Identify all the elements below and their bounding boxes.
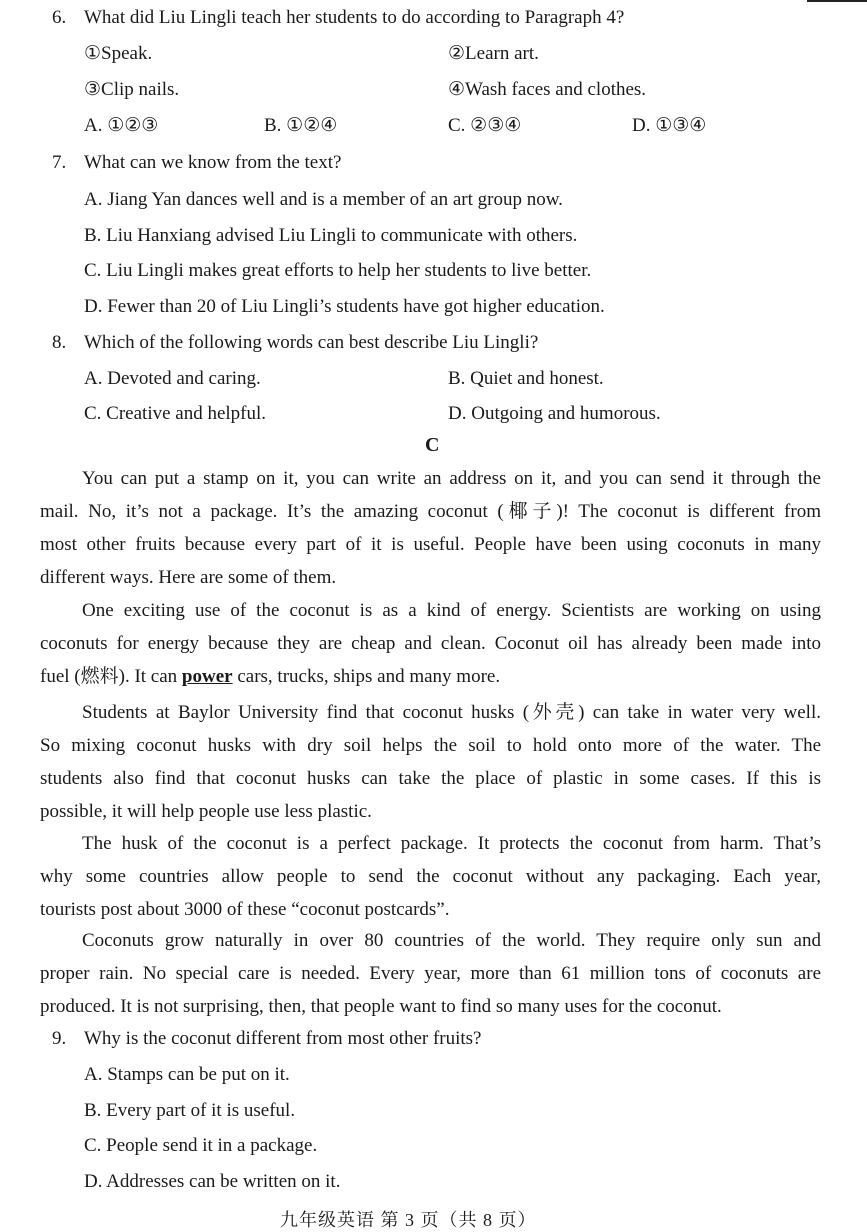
- passage-line: tourists post about 3000 of these “coconut postcards”.: [40, 899, 450, 920]
- q9-stem: Why is the coconut different from most other fruits?: [84, 1028, 482, 1049]
- q8-number: 8.: [52, 332, 67, 353]
- passage-line: Coconuts grow naturally in over 80 countries of the world. They require only sun and: [82, 930, 821, 951]
- passage-paragraph-5: [40, 924, 821, 1023]
- passage-line: Students at Baylor University find that coconut husks (外壳) can take in water very well.: [82, 702, 821, 723]
- q8-option-c: C. Creative and helpful.: [84, 403, 267, 424]
- top-rule: [807, 0, 867, 2]
- q6-item-2: ②Learn art.: [448, 43, 539, 64]
- passage-line: coconuts for energy because they are cheap and clean. Coconut oil has already been made into: [40, 633, 821, 654]
- q8-option-a: A. Devoted and caring.: [84, 368, 261, 389]
- q6-item-4: ④Wash faces and clothes.: [448, 79, 647, 100]
- passage-line: You can put a stamp on it, you can write an address on it, and you can send it through the: [82, 468, 821, 489]
- q9-option-a: A. Stamps can be put on it.: [84, 1064, 290, 1085]
- passage-line: different ways. Here are some of them.: [40, 567, 337, 588]
- passage-line: students also find that coconut husks can take the place of plastic in some cases. If this is: [40, 768, 821, 789]
- q9-number: 9.: [52, 1028, 67, 1049]
- passage-paragraph-2: [40, 594, 821, 693]
- passage-line: So mixing coconut husks with dry soil helps the soil to hold onto more of the water. The: [40, 735, 821, 756]
- section-c-heading: C: [425, 434, 440, 456]
- q6-option-b: B. ①②④: [264, 115, 338, 136]
- passage-line: produced. It is not surprising, then, that people want to find so many uses for the coconut.: [40, 996, 722, 1017]
- q7-number: 7.: [52, 152, 67, 173]
- passage-text: cars, trucks, ships and many more.: [232, 666, 501, 687]
- passage-text: fuel (燃料). It can: [40, 666, 182, 687]
- q6-item-1: ①Speak.: [84, 43, 153, 64]
- q9-option-d: D. Addresses can be written on it.: [84, 1171, 341, 1192]
- q6-stem: What did Liu Lingli teach her students to do according to Paragraph 4?: [84, 7, 625, 28]
- passage-line: One exciting use of the coconut is as a kind of energy. Scientists are working on using: [82, 600, 821, 621]
- passage-line: The husk of the coconut is a perfect package. It protects the coconut from harm. That’s: [82, 833, 821, 854]
- passage-line: proper rain. No special care is needed. Every year, more than 61 million tons of coconuts are: [40, 963, 821, 984]
- passage-line-with-keyword: [40, 660, 821, 693]
- q6-option-c: C. ②③④: [448, 115, 522, 136]
- q6-number: 6.: [52, 7, 67, 28]
- q6-item-3: ③Clip nails.: [84, 79, 180, 100]
- passage-paragraph-4: [40, 827, 821, 926]
- q9-option-b: B. Every part of it is useful.: [84, 1100, 296, 1121]
- passage-line: most other fruits because every part of it is useful. People have been using coconuts in many: [40, 534, 821, 555]
- q6-option-a: A. ①②③: [84, 115, 159, 136]
- q9-option-c: C. People send it in a package.: [84, 1135, 318, 1156]
- q7-stem: What can we know from the text?: [84, 152, 342, 173]
- q7-option-c: C. Liu Lingli makes great efforts to help her students to live better.: [84, 260, 592, 281]
- q8-option-b: B. Quiet and honest.: [448, 368, 604, 389]
- passage-line: why some countries allow people to send the coconut without any packaging. Each year,: [40, 866, 821, 887]
- q6-option-d: D. ①③④: [632, 115, 707, 136]
- passage-line: possible, it will help people use less plastic.: [40, 801, 372, 822]
- q7-option-d: D. Fewer than 20 of Liu Lingli’s students have got higher education.: [84, 296, 605, 317]
- passage-line: mail. No, it’s not a package. It’s the amazing coconut (椰子)! The coconut is different from: [40, 501, 821, 522]
- q8-stem: Which of the following words can best describe Liu Lingli?: [84, 332, 539, 353]
- q7-option-a: A. Jiang Yan dances well and is a member of an art group now.: [84, 189, 563, 210]
- passage-paragraph-1: [40, 462, 821, 594]
- page-footer: 九年级英语 第 3 页（共 8 页）: [280, 1210, 537, 1230]
- q7-option-b: B. Liu Hanxiang advised Liu Lingli to communicate with others.: [84, 225, 578, 246]
- passage-paragraph-3: [40, 696, 821, 828]
- q8-option-d: D. Outgoing and humorous.: [448, 403, 661, 424]
- underlined-keyword-power: power: [181, 666, 233, 687]
